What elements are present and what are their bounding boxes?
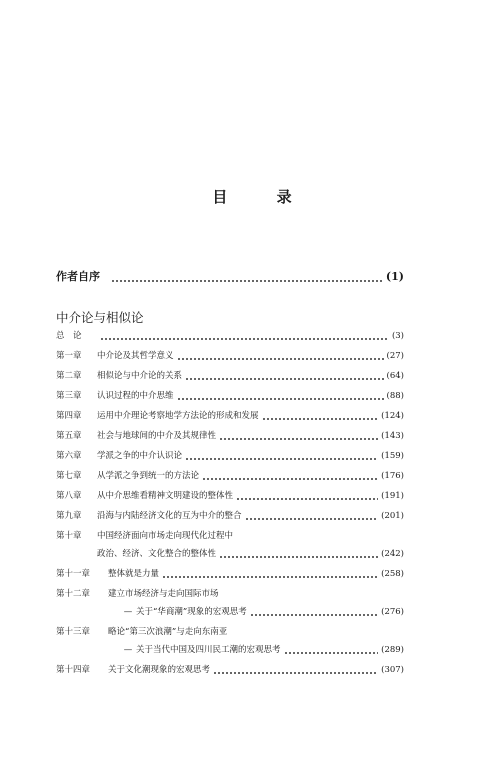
chapter-label: 第五章: [56, 431, 82, 441]
chapter-title: 学派之争的中介认识论: [97, 451, 183, 461]
dot-leader: [236, 498, 378, 500]
chapter-title: 运用中介理论考察地学方法论的形成和发展: [97, 411, 259, 421]
dot-leader: [177, 398, 384, 400]
toc-entry-ch12[interactable]: [56, 586, 404, 600]
chapter-title: 相似论与中介论的关系: [97, 371, 183, 381]
toc-entry-ch1[interactable]: [56, 348, 404, 362]
chapter-title: 整体就是力量: [108, 569, 160, 579]
chapter-title: 中国经济面向市场走向现代化过程中: [97, 531, 234, 541]
chapter-title-cont: 政治、经济、文化整合的整体性: [97, 549, 217, 559]
chapter-label: 第七章: [56, 471, 82, 481]
chapter-subtitle: 关于“华商潮”现象的宏观思考: [136, 607, 247, 617]
dot-leader: [213, 672, 378, 674]
page-number: (3): [391, 331, 404, 341]
toc-entry-ch10[interactable]: [56, 528, 404, 542]
dot-leader: [177, 358, 384, 360]
chapter-label: 第九章: [56, 511, 82, 521]
dot-leader: [250, 614, 378, 616]
page-number: (258): [381, 569, 404, 579]
page-number: (88): [386, 391, 404, 401]
dot-leader: [245, 518, 379, 520]
chapter-title: 认识过程的中介思维: [97, 391, 174, 401]
dot-leader: [219, 556, 378, 558]
chapter-label: 第六章: [56, 451, 82, 461]
toc-entry-ch13-sub[interactable]: [56, 642, 404, 656]
toc-entry-ch8[interactable]: [56, 488, 404, 502]
chapter-label: 第十二章: [56, 589, 91, 599]
dot-leader: [100, 338, 389, 340]
toc-entry-preface[interactable]: [56, 268, 404, 284]
page-number: (1): [385, 270, 404, 283]
chapter-title: 沿海与内陆经济文化的互为中介的整合: [97, 511, 242, 521]
toc-entry-ch13[interactable]: [56, 624, 404, 638]
toc-entry-general[interactable]: [56, 328, 404, 342]
page-number: (242): [381, 549, 404, 559]
page-number: (176): [381, 471, 404, 481]
page-number: (64): [386, 371, 404, 381]
dot-leader: [219, 438, 378, 440]
toc-entry-ch10-cont[interactable]: [56, 546, 404, 560]
page-number: (201): [381, 511, 404, 521]
chapter-label: 第十四章: [56, 665, 91, 675]
chapter-title: 中介论及其哲学意义: [97, 351, 174, 361]
toc-entry-ch4[interactable]: [56, 408, 404, 422]
chapter-label: 第一章: [56, 351, 82, 361]
page-number: (143): [381, 431, 404, 441]
chapter-label: 第八章: [56, 491, 82, 501]
toc-entry-ch3[interactable]: [56, 388, 404, 402]
toc-entry-ch5[interactable]: [56, 428, 404, 442]
dot-leader: [111, 280, 383, 282]
chapter-title: 从学派之争到统一的方法论: [97, 471, 200, 481]
chapter-subtitle: 关于当代中国及四川民工潮的宏观思考: [136, 645, 281, 655]
toc-entry-ch6[interactable]: [56, 448, 404, 462]
page-number: (124): [381, 411, 404, 421]
page-title: 目 录: [212, 188, 314, 206]
dot-leader: [262, 418, 379, 420]
toc-entry-ch9[interactable]: [56, 508, 404, 522]
dot-leader: [162, 576, 378, 578]
toc-entry-ch12-sub[interactable]: [56, 604, 404, 618]
chapter-label: 第四章: [56, 411, 82, 421]
chapter-label: 第三章: [56, 391, 82, 401]
chapter-label: 第二章: [56, 371, 82, 381]
chapter-title: 略论“第三次浪潮”与走向东南亚: [108, 627, 228, 637]
preface-label: 作者自序: [56, 270, 100, 283]
page-number: (191): [381, 491, 404, 501]
chapter-title: 关于文化潮现象的宏观思考: [108, 665, 211, 675]
chapter-label: 第十三章: [56, 627, 91, 637]
toc-entry-ch2[interactable]: [56, 368, 404, 382]
chapter-label: 第十一章: [56, 569, 91, 579]
dot-leader: [284, 652, 379, 654]
chapter-title: 从中介思维看精神文明建设的整体性: [97, 491, 234, 501]
dash: —: [123, 607, 133, 617]
toc-entry-ch14[interactable]: [56, 662, 404, 676]
chapter-title: 建立市场经济与走向国际市场: [108, 589, 219, 599]
page-number: (27): [386, 351, 404, 361]
page-number: (289): [381, 645, 404, 655]
chapter-title: 社会与地球间的中介及其规律性: [97, 431, 217, 441]
page-number: (159): [381, 451, 404, 461]
page-number: (276): [381, 607, 404, 617]
toc-entry-ch7[interactable]: [56, 468, 404, 482]
section-heading: 中介论与相似论: [56, 310, 144, 325]
toc-entry-ch11[interactable]: [56, 566, 404, 580]
dot-leader: [185, 458, 378, 460]
page-number: (307): [381, 665, 404, 675]
dot-leader: [185, 378, 384, 380]
dash: —: [123, 645, 133, 655]
chapter-label: 第十章: [56, 531, 82, 541]
dot-leader: [202, 478, 378, 480]
chapter-label: 总 论: [56, 331, 82, 341]
